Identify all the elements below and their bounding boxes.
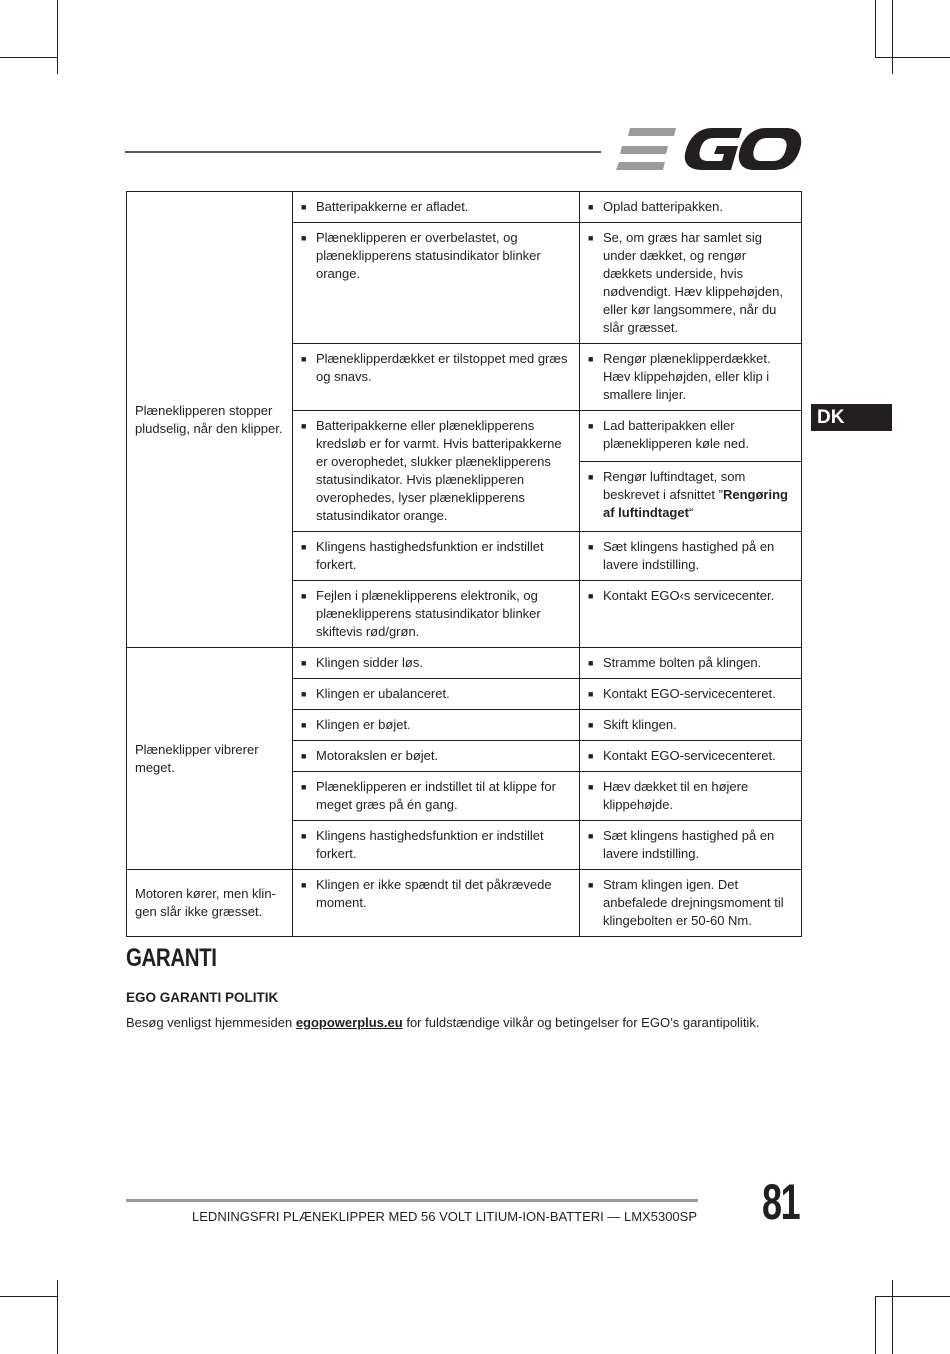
solution-cell [580, 648, 802, 679]
cause-item [301, 716, 571, 734]
solution-text: Hæv dækket til en højere klippehøjde. [603, 779, 749, 812]
cause-item-text [316, 876, 571, 912]
solution-item [588, 229, 793, 337]
cause-text: Fejlen i plæneklipperens elektronik, og plæneklipperens statusindikator blinker skiftevis rød/grøn. [316, 588, 541, 639]
problem-cell: Plæneklipper vibrerer meget. [127, 648, 293, 870]
cause-item-text [316, 538, 571, 574]
solution-item-text [603, 587, 793, 605]
table-row [127, 192, 802, 223]
solution-text: Rengør plæneklipperdækket. Hæv klippehøjden, eller klip i smallere linjer. [603, 351, 771, 402]
crop-mark [876, 57, 950, 58]
solution-cell [580, 223, 802, 344]
solution-cell [580, 532, 802, 581]
solution-tail: “ [688, 505, 694, 521]
bullet-icon: ■ [588, 751, 594, 761]
warranty-text-before: Besøg venligst hjemmesiden [126, 1015, 296, 1030]
solution-item-text [603, 778, 793, 814]
cause-cell [293, 741, 580, 772]
bullet-icon: ■ [588, 421, 594, 431]
cause-item [301, 685, 571, 703]
solution-item-text [603, 229, 793, 337]
solution-text: Sæt klingens hastighed på en lavere indstilling. [603, 539, 775, 572]
cause-item [301, 747, 571, 765]
cause-cell [293, 648, 580, 679]
cause-item-text [316, 654, 571, 672]
solution-item [588, 876, 793, 930]
bullet-icon: ■ [588, 658, 594, 668]
crop-mark [876, 1296, 950, 1297]
solution-text: Rengør luftindtaget, som beskrevet i afsnittet ” [603, 469, 746, 503]
bullet-icon: ■ [588, 720, 594, 730]
solution-text: Kontakt EGO-servicecenteret. [603, 748, 776, 763]
bullet-icon: ■ [301, 542, 307, 552]
solution-item [588, 538, 793, 574]
solution-item [588, 350, 793, 404]
crop-mark [0, 57, 58, 58]
solution-text: Skift klingen. [603, 717, 677, 732]
bullet-icon: ■ [301, 751, 307, 761]
warranty-subtitle: EGO GARANTI POLITIK [126, 990, 279, 1005]
cause-text: Klingens hastighedsfunktion er indstillet forkert. [316, 828, 544, 861]
bullet-icon: ■ [301, 720, 307, 730]
cause-item-text [316, 198, 571, 216]
warranty-text-after: for fuldstændige vilkår og betingelser for EGO’s garantipolitik. [402, 1015, 760, 1030]
cause-text: Plæneklipperdækket er tilstoppet med græs og snavs. [316, 351, 568, 384]
cause-text: Batteripakkerne er afladet. [316, 199, 469, 214]
cause-item [301, 827, 571, 863]
solution-cell [580, 741, 802, 772]
bullet-icon: ■ [588, 354, 594, 364]
solution-item [588, 716, 793, 734]
cause-text: Motorakslen er bøjet. [316, 748, 439, 763]
solution-item [588, 685, 793, 703]
solution-item-text [603, 198, 793, 216]
bullet-icon: ■ [588, 782, 594, 792]
solution-bold: Rengøring af luftindtaget [603, 487, 788, 521]
bullet-icon: ■ [588, 542, 594, 552]
crop-mark [875, 0, 876, 58]
solution-cell [580, 772, 802, 821]
solution-cell [580, 821, 802, 870]
solution-cell [580, 344, 802, 411]
cause-item-text [316, 716, 571, 734]
language-tab: DK [811, 404, 892, 431]
solution-item-text [603, 827, 793, 863]
cause-item [301, 538, 571, 574]
cause-cell [293, 772, 580, 821]
cause-cell [293, 192, 580, 223]
solution-item-text [603, 417, 793, 453]
solution-text: Lad batteripakken eller plæneklipperen køle ned. [603, 418, 749, 451]
cause-item [301, 198, 571, 216]
solution-item-text [603, 654, 793, 672]
cause-cell [293, 344, 580, 411]
bullet-icon: ■ [301, 202, 307, 212]
warranty-link[interactable]: egopowerplus.eu [295, 1015, 403, 1030]
crop-mark [57, 0, 58, 74]
warranty-text [126, 1015, 759, 1030]
solution-item-text [603, 716, 793, 734]
crop-mark [892, 0, 893, 74]
solution-cell [580, 411, 802, 462]
solution-text: Stram klingen igen. Det anbefalede drejningsmoment til klingebolten er 50-60 Nm. [603, 877, 784, 928]
cause-cell [293, 679, 580, 710]
cause-item-text [316, 778, 571, 814]
cause-cell [293, 581, 580, 648]
cause-text: Klingen sidder løs. [316, 655, 423, 670]
footer-rule [126, 1199, 698, 1202]
crop-mark [892, 1280, 893, 1354]
solution-item [588, 827, 793, 863]
solution-item [588, 778, 793, 814]
solution-item-text [603, 685, 793, 703]
crop-mark [0, 1296, 58, 1297]
cause-item-text [316, 747, 571, 765]
solution-item-text [603, 747, 793, 765]
ego-logo [616, 128, 802, 172]
problem-cell: Plæneklipperen stopper pludselig, når den klipper. [127, 192, 293, 648]
solution-cell [580, 581, 802, 648]
bullet-icon: ■ [301, 591, 307, 601]
bullet-icon: ■ [588, 472, 594, 483]
solution-text: Kontakt EGO‹s servicecenter. [603, 588, 775, 603]
solution-text: Stramme bolten på klingen. [603, 655, 762, 670]
cause-item [301, 654, 571, 672]
cause-cell [293, 532, 580, 581]
cause-item-text [316, 417, 571, 525]
cause-item [301, 876, 571, 912]
troubleshooting-table [126, 191, 802, 937]
bullet-icon: ■ [588, 233, 594, 243]
bullet-icon: ■ [588, 202, 594, 212]
bullet-icon: ■ [301, 689, 307, 699]
header-rule [125, 151, 601, 153]
solution-text: Sæt klingens hastighed på en lavere indstilling. [603, 828, 775, 861]
solution-text: Oplad batteripakken. [603, 199, 723, 214]
solution-text: Kontakt EGO-servicecenteret. [603, 686, 776, 701]
cause-item [301, 350, 571, 386]
cause-item [301, 778, 571, 814]
warranty-title: GARANTI [126, 944, 217, 972]
bullet-icon: ■ [301, 421, 307, 431]
cause-item-text [316, 229, 571, 283]
table-row [127, 648, 802, 679]
solution-item [588, 198, 793, 216]
solution-item [588, 468, 793, 522]
solution-text: Se, om græs har samlet sig under dækket, og rengør dækkets underside, hvis nødvendigt. Hæv klippehøjden, eller kør langsommere, når du slår græsset. [603, 230, 783, 335]
bullet-icon: ■ [588, 689, 594, 699]
cause-item [301, 417, 571, 525]
bullet-icon: ■ [301, 233, 307, 243]
solution-item [588, 417, 793, 453]
cause-item [301, 229, 571, 283]
solution-item-text [603, 350, 793, 404]
solution-item-text [603, 468, 793, 522]
solution-item [588, 654, 793, 672]
solution-cell [580, 192, 802, 223]
problem-cell: Motoren kører, men klin-gen slår ikke græsset. [127, 870, 293, 937]
cause-cell [293, 411, 580, 532]
cause-text: Plæneklipperen er overbelastet, og plæneklipperens statusindikator blinker orange. [316, 230, 541, 281]
crop-mark [875, 1296, 876, 1354]
cause-item [301, 587, 571, 641]
cause-cell [293, 223, 580, 344]
cause-text: Klingen er ubalanceret. [316, 686, 450, 701]
cause-item-text [316, 827, 571, 863]
bullet-icon: ■ [301, 658, 307, 668]
cause-item-text [316, 587, 571, 641]
solution-item-text [603, 876, 793, 930]
crop-mark [57, 1280, 58, 1354]
solution-cell [580, 710, 802, 741]
bullet-icon: ■ [301, 354, 307, 364]
bullet-icon: ■ [301, 782, 307, 792]
cause-text: Klingen er ikke spændt til det påkrævede moment. [316, 877, 552, 910]
cause-text: Klingens hastighedsfunktion er indstillet forkert. [316, 539, 544, 572]
cause-item-text [316, 350, 571, 386]
bullet-icon: ■ [301, 831, 307, 841]
cause-text: Plæneklipperen er indstillet til at klippe for meget græs på én gang. [316, 779, 556, 812]
footer-title: LEDNINGSFRI PLÆNEKLIPPER MED 56 VOLT LITIUM-ION-BATTERI — LMX5300SP [192, 1209, 697, 1224]
cause-cell [293, 821, 580, 870]
cause-text: Klingen er bøjet. [316, 717, 411, 732]
bullet-icon: ■ [588, 831, 594, 841]
table-row [127, 870, 802, 937]
page-number: 81 [762, 1174, 800, 1230]
solution-cell [580, 462, 802, 532]
solution-cell [580, 870, 802, 937]
cause-cell [293, 870, 580, 937]
solution-item-text [603, 538, 793, 574]
bullet-icon: ■ [588, 591, 594, 601]
solution-item [588, 747, 793, 765]
solution-cell [580, 679, 802, 710]
cause-item-text [316, 685, 571, 703]
solution-item [588, 587, 793, 605]
bullet-icon: ■ [588, 880, 594, 890]
bullet-icon: ■ [301, 880, 307, 890]
cause-cell [293, 710, 580, 741]
cause-text: Batteripakkerne eller plæneklipperens kredsløb er for varmt. Hvis batteripakkerne er overophedet, slukker plæneklipperens statusindikator. Hvis plæneklipperen overophedes, lyser plæneklipperens statusindikator orange. [316, 418, 562, 523]
